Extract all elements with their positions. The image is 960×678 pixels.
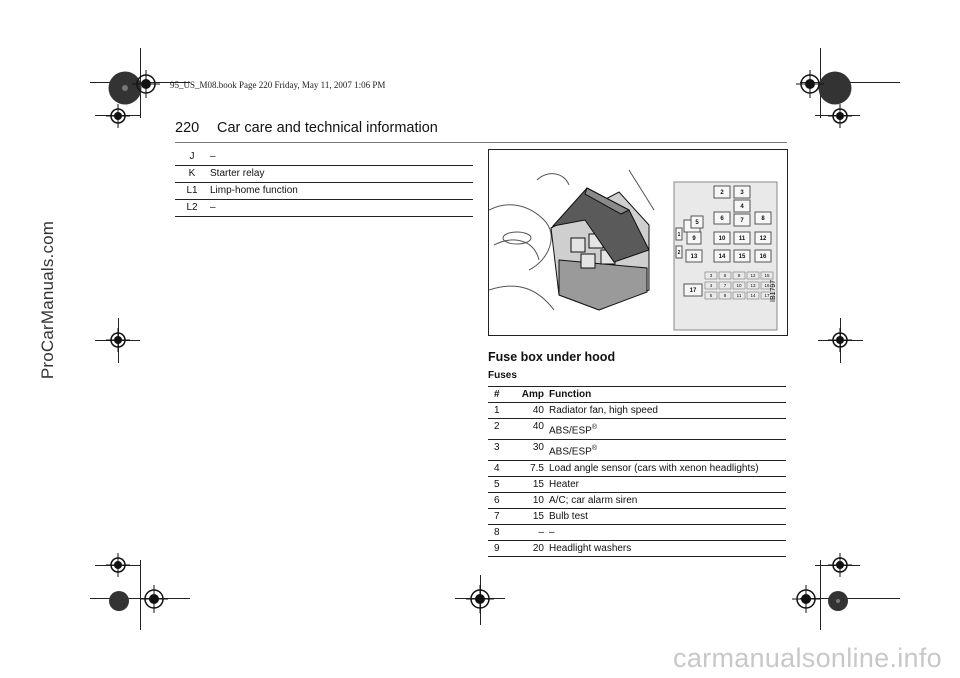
fuse-num: 1 — [494, 405, 500, 416]
fuse-num: 9 — [494, 543, 500, 554]
fuse-amp: 30 — [532, 442, 544, 453]
mini-fuse-label: 6 — [723, 273, 727, 278]
fuse-amp: 15 — [532, 479, 544, 490]
fuse-function: Load angle sensor (cars with xenon headlights) — [549, 463, 759, 474]
fuse-label: 16 — [759, 254, 767, 260]
table-row — [488, 541, 786, 557]
relay-code: J — [189, 151, 195, 162]
fuse-label: 3 — [740, 190, 744, 196]
header-num: # — [494, 389, 500, 400]
crosshair-dark-icon — [820, 583, 856, 619]
crosshair-icon — [106, 104, 130, 128]
fuse-amp: – — [538, 527, 544, 538]
crosshair-icon — [828, 328, 852, 352]
registered-mark: ® — [591, 424, 597, 431]
relay-row — [175, 200, 473, 217]
table-row — [488, 419, 786, 440]
crosshair-icon — [828, 104, 852, 128]
mini-fuse-label: 3 — [709, 273, 713, 278]
relay-code: L1 — [186, 185, 198, 196]
fuse-function: Heater — [549, 479, 580, 490]
fuse-box-figure — [488, 149, 788, 336]
mini-fuse-label: 11 — [736, 293, 742, 298]
mini-fuse-label: 9 — [737, 273, 741, 278]
table-row — [488, 525, 786, 541]
mini-fuse-label: 14 — [750, 293, 756, 298]
fuse-label: 10 — [718, 236, 726, 242]
table-row — [488, 509, 786, 525]
crosshair-icon — [796, 70, 824, 98]
fuse-label: 5 — [695, 220, 699, 226]
page-number: 220 — [175, 120, 200, 136]
running-title: Car care and technical information — [217, 120, 438, 136]
fuse-box-illustration — [489, 150, 787, 335]
mini-fuse-label: 12 — [750, 273, 756, 278]
relay-row — [175, 166, 473, 183]
mini-fuse-label: 5 — [709, 293, 713, 298]
fuse-function: Radiator fan, high speed — [549, 405, 658, 416]
header-function: Function — [549, 389, 592, 400]
figure-code: IB1797 — [770, 279, 777, 302]
relay-row — [175, 149, 473, 166]
fuse-label: 8 — [761, 216, 765, 222]
header-amp: Amp — [521, 389, 544, 400]
fuse-side-label: 1 — [677, 232, 681, 238]
fuse-function: Bulb test — [549, 511, 588, 522]
mini-fuse-label: 4 — [709, 283, 713, 288]
fuse-function — [549, 424, 597, 436]
fuse-label: 17 — [689, 288, 697, 294]
fuse-label: 13 — [690, 254, 698, 260]
fuse-table — [488, 386, 786, 557]
fuse-label: 6 — [720, 216, 724, 222]
fuse-num: 6 — [494, 495, 500, 506]
fuse-num: 4 — [494, 463, 500, 474]
fuse-table-header — [488, 386, 786, 403]
fuse-function — [549, 445, 597, 457]
relay-row — [175, 183, 473, 200]
crosshair-icon — [828, 553, 852, 577]
fuse-function-text: ABS/ESP — [549, 446, 592, 458]
mini-fuse-label: 16 — [764, 283, 770, 288]
relay-code: K — [188, 168, 196, 179]
table-row — [488, 477, 786, 493]
mini-fuse-label: 15 — [764, 273, 770, 278]
relay-description: – — [210, 151, 216, 162]
crosshair-icon — [466, 585, 494, 613]
relay-description: Starter relay — [210, 168, 265, 179]
fuse-function: A/C; car alarm siren — [549, 495, 638, 506]
fuse-label: 14 — [718, 254, 726, 260]
mini-fuse-label: 17 — [764, 293, 770, 298]
relay-code: L2 — [186, 202, 198, 213]
relay-description: Limp-home function — [210, 185, 298, 196]
mini-fuse-label: 7 — [723, 283, 727, 288]
fuse-label: 9 — [692, 236, 696, 242]
page-header — [175, 120, 787, 143]
crosshair-icon — [792, 585, 820, 613]
book-meta: 95_US_M08.book Page 220 Friday, May 11, 2007 1:06 PM — [170, 80, 386, 90]
fuse-label: 11 — [738, 236, 746, 242]
fuse-label: 7 — [740, 218, 744, 224]
fuse-num: 5 — [494, 479, 500, 490]
side-watermark: ProCarManuals.com — [38, 220, 57, 380]
relay-list — [175, 149, 473, 217]
fuse-amp: 7.5 — [530, 463, 544, 474]
fuse-amp: 40 — [532, 421, 544, 432]
crosshair-icon — [106, 328, 130, 352]
table-row — [488, 440, 786, 461]
fuse-amp: 10 — [532, 495, 544, 506]
crosshair-icon — [132, 70, 160, 98]
fuse-amp: 20 — [532, 543, 544, 554]
fuse-num: 3 — [494, 442, 500, 453]
subheading: Fuses — [488, 370, 517, 381]
bottom-watermark: carmanualsonline.info — [673, 643, 942, 673]
mini-fuse-label: 10 — [736, 283, 742, 288]
fuse-function: Headlight washers — [549, 543, 632, 554]
table-row — [488, 493, 786, 509]
crosshair-icon — [106, 553, 130, 577]
section-heading: Fuse box under hood — [488, 350, 616, 364]
fuse-label: 2 — [720, 190, 724, 196]
fuse-label: 4 — [740, 204, 744, 210]
mini-fuse-label: 8 — [723, 293, 727, 298]
crosshair-icon — [140, 585, 168, 613]
registered-mark: ® — [591, 445, 597, 452]
fuse-label: 15 — [738, 254, 746, 260]
fuse-function: – — [549, 527, 555, 538]
crosshair-dark-icon — [101, 583, 137, 619]
fuse-amp: 40 — [532, 405, 544, 416]
relay-description: – — [210, 202, 216, 213]
table-row — [488, 461, 786, 477]
fuse-function-text: ABS/ESP — [549, 425, 592, 437]
table-row — [488, 403, 786, 419]
fuse-num: 2 — [494, 421, 500, 432]
fuse-num: 8 — [494, 527, 500, 538]
fuse-side-label: 2 — [677, 250, 681, 256]
fuse-label: 12 — [759, 236, 767, 242]
fuse-num: 7 — [494, 511, 500, 522]
fuse-amp: 15 — [532, 511, 544, 522]
mini-fuse-label: 13 — [750, 283, 756, 288]
